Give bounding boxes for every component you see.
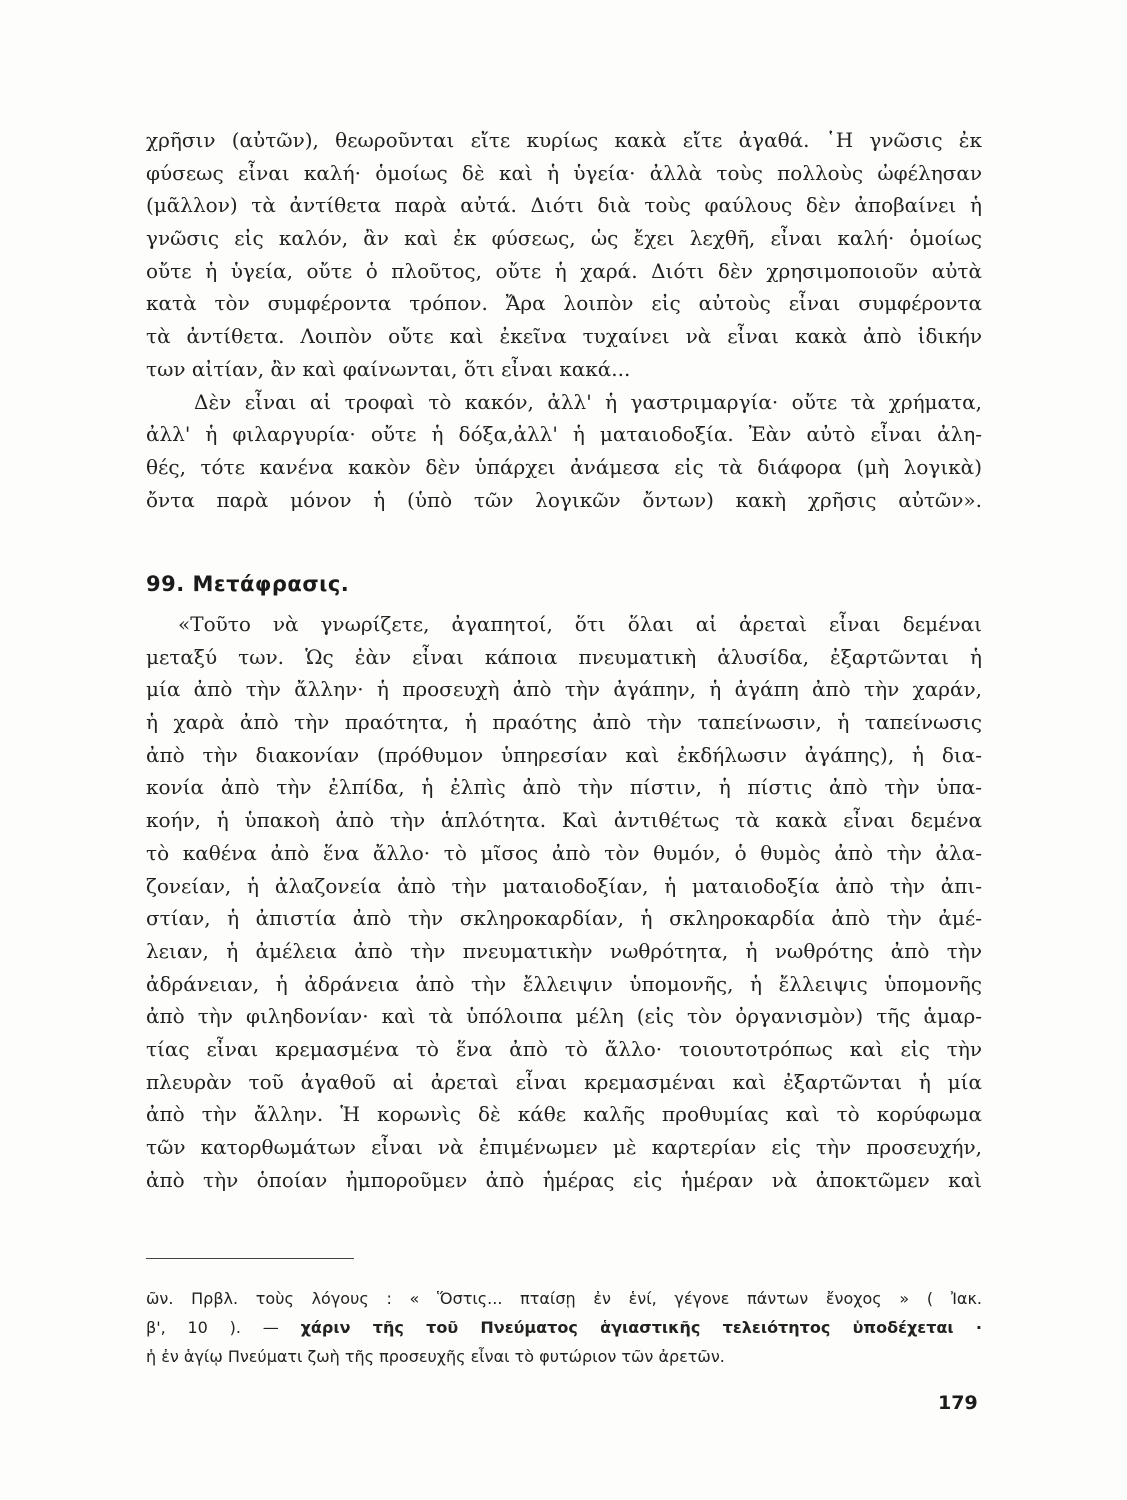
text-line: τίας εἶναι κρεμασμένα τὸ ἕνα ἀπὸ τὸ ἄλλο· τοιουτοτρόπως καὶ εἰς τὴν <box>146 1036 982 1061</box>
text-line: τὰ ἀντίθετα. Λοιπὸν οὔτε καὶ ἐκεῖνα τυχαίνει νὰ εἶναι κακὰ ἀπὸ ἰδικήν <box>146 324 982 349</box>
paragraph-text-top <box>146 124 982 516</box>
text-line: στίαν, ἡ ἀπιστία ἀπὸ τὴν σκληροκαρδίαν, ἡ σκληροκαρδία ἀπὸ τὴν ἀμέ- <box>146 906 982 931</box>
footnote-line: ἡ ἐν ἁγίῳ Πνεύματι ζωὴ τῆς προσευχῆς εἶναι τὸ φυτώριον τῶν ἀρετῶν. <box>146 1347 725 1366</box>
text-line: μεταξύ των. Ὡς ἐὰν εἶναι κάποια πνευματικὴ ἁλυσίδα, ἐξαρτῶνται ἡ <box>146 644 982 669</box>
text-line: Δὲν εἶναι αἱ τροφαὶ τὸ κακόν, ἀλλ' ἡ γαστριμαργία· οὔτε τὰ χρήματα, <box>194 389 982 414</box>
text-line: των αἰτίαν, ἂν καὶ φαίνωνται, ὅτι εἶναι κακά... <box>146 356 631 381</box>
footnote-reference: β', 10 ). — <box>146 1318 279 1337</box>
text-line: κοήν, ἡ ὑπακοὴ ἀπὸ τὴν ἁπλότητα. Καὶ ἀντιθέτως τὰ κακὰ εἶναι δεμένα <box>146 808 982 833</box>
footnote-line <box>146 1313 982 1342</box>
text-line: ἀπὸ τὴν ὁποίαν ἠμποροῦμεν ἀπὸ ἡμέρας εἰς ἡμέραν νὰ ἀποκτῶμεν καὶ <box>146 1167 982 1192</box>
text-line: ἀπὸ τὴν διακονίαν (πρόθυμον ὑπηρεσίαν καὶ ἐκδήλωσιν ἀγάπης), ἡ δια- <box>146 742 982 767</box>
footnote-line: ῶν. Πρβλ. τοὺς λόγους : « Ὅστις... πταίσῃ ἐν ἑνί, γέγονε πάντων ἔνοχος » ( Ἰακ. <box>146 1289 982 1308</box>
text-line: ὄντα παρὰ μόνον ἡ (ὑπὸ τῶν λογικῶν ὄντων) κακὴ χρῆσις αὐτῶν». <box>146 487 982 512</box>
section-heading: 99. Μετάφρασις. <box>146 572 350 596</box>
text-line: τῶν κατορθωμάτων εἶναι νὰ ἐπιμένωμεν μὲ καρτερίαν εἰς τὴν προσευχήν, <box>146 1135 982 1159</box>
text-line: κατὰ τὸν συμφέροντα τρόπον. Ἄρα λοιπὸν εἰς αὐτοὺς εἶναι συμφέροντα <box>146 291 982 316</box>
text-line: πλευρὰν τοῦ ἀγαθοῦ αἱ ἀρεταὶ εἶναι κρεμασμέναι καὶ ἐξαρτῶνται ἡ μία <box>146 1069 982 1094</box>
text-line: χρῆσιν (αὐτῶν), θεωροῦνται εἴτε κυρίως κακὰ εἴτε ἀγαθά. ῾Η γνῶσις ἐκ <box>146 128 982 152</box>
text-line: ἀδράνειαν, ἡ ἀδράνεια ἀπὸ τὴν ἔλλειψιν ὑπομονῆς, ἡ ἔλλειψις ὑπομονῆς <box>146 971 982 996</box>
text-line: θές, τότε κανένα κακὸν δὲν ὑπάρχει ἀνάμεσα εἰς τὰ διάφορα (μὴ λογικὰ) <box>146 454 982 479</box>
paragraph-text-main <box>146 608 982 1196</box>
text-line: ἀπὸ τὴν ἄλλην. Ἡ κορωνὶς δὲ κάθε καλῆς προθυμίας καὶ τὸ κορύφωμα <box>146 1102 982 1127</box>
text-line: ἡ χαρὰ ἀπὸ τὴν πραότητα, ἡ πραότης ἀπὸ τὴν ταπείνωσιν, ἡ ταπείνωσις <box>146 710 982 735</box>
text-line: λειαν, ἡ ἀμέλεια ἀπὸ τὴν πνευματικὴν νωθρότητα, ἡ νωθρότης ἀπὸ τὴν <box>146 938 982 963</box>
text-line: φύσεως εἶναι καλή· ὁμοίως δὲ καὶ ἡ ὑγεία· ἀλλὰ τοὺς πολλοὺς ὠφέλησαν <box>146 160 982 185</box>
footnote-divider <box>146 1258 354 1259</box>
text-line: (μᾶλλον) τὰ ἀντίθετα παρὰ αὐτά. Διότι διὰ τοὺς φαύλους δὲν ἀποβαίνει ἡ <box>146 193 982 218</box>
text-line: τὸ καθένα ἀπὸ ἕνα ἄλλο· τὸ μῖσος ἀπὸ τὸν θυμόν, ὁ θυμὸς ἀπὸ τὴν ἀλα- <box>146 840 982 865</box>
page-number: 179 <box>938 1392 978 1414</box>
text-line: ζονείαν, ἡ ἀλαζονεία ἀπὸ τὴν ματαιοδοξίαν, ἡ ματαιοδοξία ἀπὸ τὴν ἀπι- <box>146 873 982 898</box>
text-line: ἀπὸ τὴν φιληδονίαν· καὶ τὰ ὑπόλοιπα μέλη (εἰς τὸν ὀργανισμὸν) τῆς ἁμαρ- <box>146 1004 982 1029</box>
footnote-bold-text: χάριν τῆς τοῦ Πνεύματος ἁγιαστικῆς τελειότητος ὑποδέχεται · <box>300 1318 982 1337</box>
text-line: ἀλλ' ἡ φιλαργυρία· οὔτε ἡ δόξα,ἀλλ' ἡ ματαιοδοξία. Ἐὰν αὐτὸ εἶναι ἀλη- <box>146 422 982 447</box>
text-line: κονία ἀπὸ τὴν ἐλπίδα, ἡ ἐλπὶς ἀπὸ τὴν πίστιν, ἡ πίστις ἀπὸ τὴν ὑπα- <box>146 775 982 800</box>
text-line: μία ἀπὸ τὴν ἄλλην· ἡ προσευχὴ ἀπὸ τὴν ἀγάπην, ἡ ἀγάπη ἀπὸ τὴν χαράν, <box>146 677 982 702</box>
footnote-block <box>146 1284 982 1371</box>
text-line: «Τοῦτο νὰ γνωρίζετε, ἀγαπητοί, ὅτι ὅλαι αἱ ἀρεταὶ εἶναι δεμέναι <box>178 612 982 636</box>
text-line: γνῶσις εἰς καλόν, ἂν καὶ ἐκ φύσεως, ὡς ἔχει λεχθῆ, εἶναι καλή· ὁμοίως <box>146 226 982 251</box>
text-line: οὔτε ἡ ὑγεία, οὔτε ὁ πλοῦτος, οὔτε ἡ χαρά. Διότι δὲν χρησιμοποιοῦν αὐτὰ <box>146 258 982 283</box>
